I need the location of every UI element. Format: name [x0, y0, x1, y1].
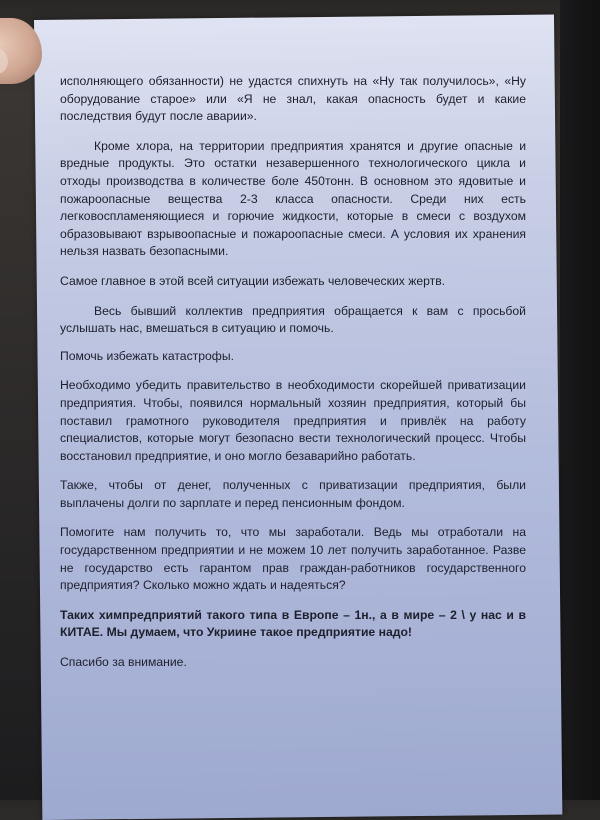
paragraph-appeal: Весь бывший коллектив предприятия обращается к вам с просьбой услышать нас, вмешаться в ситуацию и помочь. [60, 303, 526, 336]
paragraph-avoid-catastrophe: Помочь избежать катастрофы. [60, 348, 234, 363]
paragraph-enterprises-count: Таких химпредприятий такого типа в Европе – 1н., а в мире – 2 \ у нас и в КИТАЕ. Мы думаем, что Укриине такое предприятие надо! [60, 607, 526, 640]
paragraph-intro: исполняющего обязанности) не удастся спихнуть на «Ну так получилось», «Ну оборудование старое» или «Я не знал, какая опасность будет и какие последствия будут после аварии». [60, 74, 526, 124]
paragraph-debts: Также, чтобы от денег, полученных с приватизации предприятия, были выплачены долги по зарплате и перед пенсионным фондом. [60, 478, 526, 510]
paragraph-earned-wages: Помогите нам получить то, что мы заработали. Ведь мы отработали на государственном предприятии и не можем 10 лет получить заработанное. Разве не государство есть гарантом прав граждан-работников государственного предприятия? Сколько можно ждать и надеяться? [60, 525, 526, 593]
fingernail [0, 48, 8, 74]
background-dark [560, 0, 600, 800]
document-body [60, 73, 526, 684]
paragraph-thanks: Спасибо за внимание. [60, 655, 187, 670]
paragraph-hazards: Кроме хлора, на территории предприятия хранятся и другие опасные и вредные продукты. Это остатки незавершенного технологического цикла и отходы производства в количестве боле 450тонн. В основном это ядовитые и пожароопасные вещества 2-3 класса опасности. Среди них есть легковоспламеняющиеся и горючие жидкости, которые в смеси с воздухом образовывают взрывоопасные и пожароопасные смеси. А условия их хранения нельзя назвать безопасными. [60, 138, 526, 259]
paragraph-privatization: Необходимо убедить правительство в необходимости скорейшей приватизации предприятия. Чтобы, появился нормальный хозяин предприятия, который бы поставил грамотного руководителя предприятия и привлёк на работу специалистов, которые могут безопасно вести технологический процесс. Чтобы восстановил предприятие, и оно могло безаварийно работать. [60, 378, 526, 463]
paragraph-main-goal: Самое главное в этой всей ситуации избежать человеческих жертв. [60, 273, 446, 288]
